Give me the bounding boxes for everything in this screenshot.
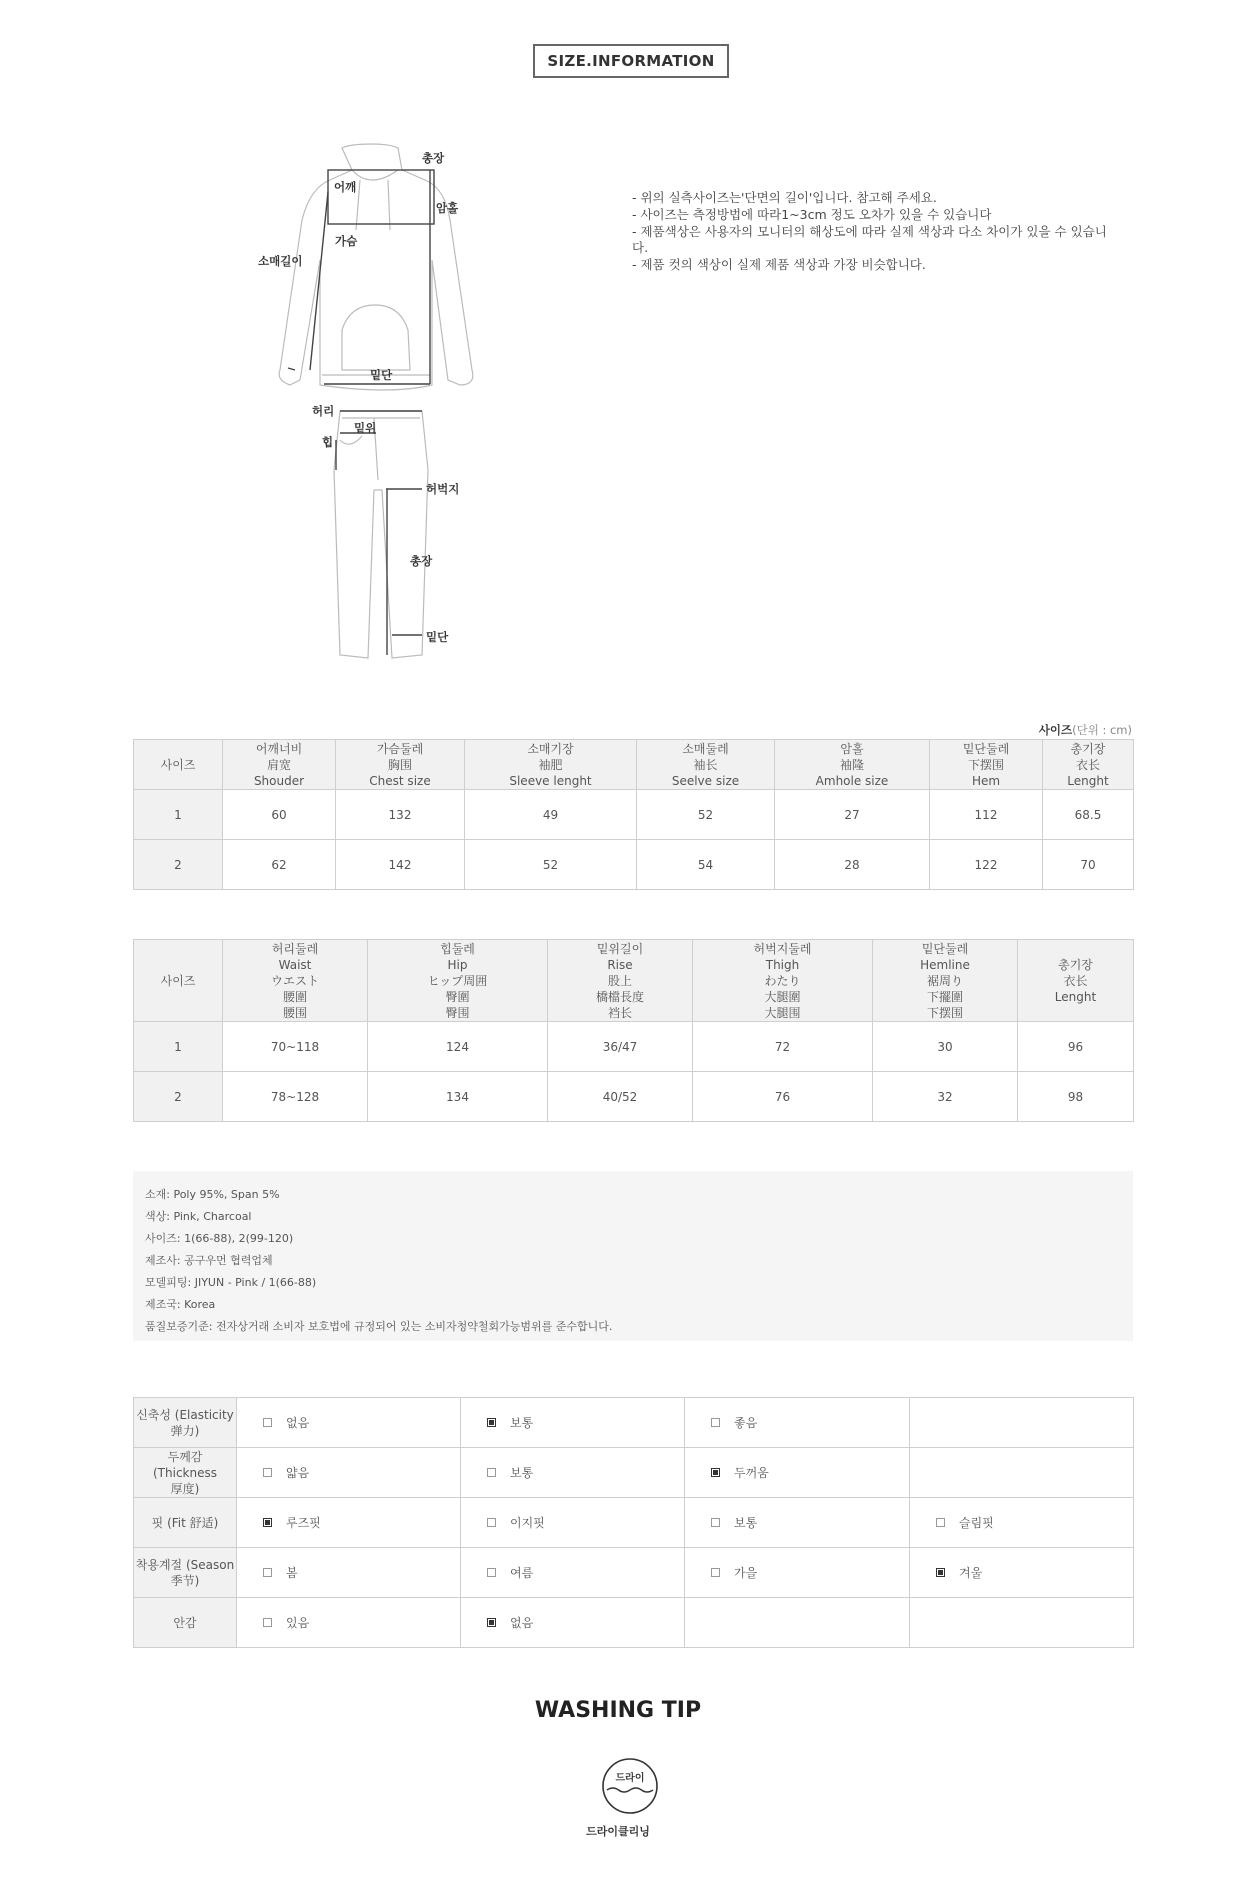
property-option-cell [461,1598,685,1648]
column-header: 밑위길이 Rise 股上 橋檔長度 裆长 [548,940,693,1022]
option-label: 봄 [286,1566,298,1580]
property-option-cell [461,1498,685,1548]
option-label: 없음 [286,1416,310,1430]
property-label [134,1548,237,1598]
unchecked-box-icon [263,1568,272,1577]
label-shoulder: 어깨 [334,180,357,194]
property-option-cell [685,1548,910,1598]
property-label-line: 季节) [170,1573,200,1588]
note-line: - 제품색상은 사용자의 모니터의 해상도에 따라 실제 색상과 다소 차이가 있을 수 있습니다. [632,224,1107,255]
size-notes [632,190,1112,274]
column-header: 가슴둘레 胸围 Chest size [336,740,465,790]
note-line: - 사이즈는 측정방법에 따라1~3cm 정도 오차가 있을 수 있습니다 [632,207,992,222]
option-label: 루즈핏 [286,1516,321,1530]
label-top-length: 총장 [422,151,445,165]
product-info-box [133,1171,1133,1341]
column-header: 소매둘레 袖长 Seelve size [637,740,775,790]
label-hem: 밑단 [370,368,393,382]
dry-clean-icon [601,1757,659,1815]
option-label: 좋음 [734,1416,758,1430]
info-line: 소재: Poly 95%, Span 5% [145,1188,280,1201]
size-information-title: SIZE.INFORMATION [533,44,729,78]
option-label: 두꺼움 [734,1466,769,1480]
unchecked-box-icon [487,1568,496,1577]
unchecked-box-icon [711,1418,720,1427]
unchecked-box-icon [711,1568,720,1577]
table-row: 2 78~128 134 40/52 76 32 98 [134,1072,1134,1122]
property-option-cell [237,1448,461,1498]
property-row [134,1398,1134,1448]
property-label [134,1398,237,1448]
dry-icon-text: 드라이 [615,1773,645,1784]
option-label: 보통 [510,1416,534,1430]
label-pants-length: 총장 [410,554,433,568]
corner-cell: 사이즈 [134,940,223,1022]
info-line: 제조국: Korea [145,1298,216,1311]
hoodie-measure-lines [288,170,434,384]
info-line: 제조사: 공구우먼 협력업체 [145,1254,273,1267]
column-header: 밑단둘레 Hemline 裾周り 下擺圍 下摆围 [873,940,1018,1022]
option-label: 겨울 [959,1566,983,1580]
property-label-line: 핏 (Fit 舒适) [151,1515,219,1530]
checked-box-icon [936,1568,945,1577]
property-label-line: 착용계절 (Season [135,1557,235,1572]
info-line: 색상: Pink, Charcoal [145,1210,252,1223]
column-header: 허리둘레 Waist ウエスト 腰圍 腰围 [223,940,368,1022]
label-waist: 허리 [312,404,335,418]
property-option-cell [910,1548,1134,1598]
option-label: 가을 [734,1566,758,1580]
dry-clean-label: 드라이클리닝 [586,1825,650,1838]
info-line: 품질보증기준: 전자상거래 소비자 보호법에 규정되어 있는 소비자청약철회가능범위를 준수합니다. [145,1320,613,1333]
table-row: 1 70~118 124 36/47 72 30 96 [134,1022,1134,1072]
column-header: 어깨너비 肩宽 Shouder [223,740,336,790]
property-row [134,1498,1134,1548]
property-label [134,1448,237,1498]
bottom-size-table [133,939,1134,1122]
table-header-row [134,940,1134,1022]
column-header: 힙둘레 Hip ヒップ周囲 臀圍 臀围 [368,940,548,1022]
checked-box-icon [487,1618,496,1627]
property-row [134,1448,1134,1498]
measurement-diagram [250,140,510,670]
pants-measure-lines [336,411,422,655]
option-label: 슬림핏 [959,1516,994,1530]
property-label-line: 두께감 (Thickness [153,1449,217,1480]
option-label: 보통 [510,1466,534,1480]
table-header-row [134,740,1134,790]
label-thigh: 허벅지 [426,482,460,496]
property-option-cell [910,1598,1134,1648]
unit-detail: (단위 : cm) [1072,723,1132,737]
label-rise: 밑위 [354,421,377,435]
note-line: - 제품 컷의 색상이 실제 제품 색상과 가장 비슷합니다. [632,257,926,272]
property-label [134,1498,237,1548]
column-header: 허벅지둘레 Thigh わたり 大腿圍 大腿围 [693,940,873,1022]
column-header: 총기장 衣长 Lenght [1018,940,1134,1022]
label-sleeve: 소매길이 [258,254,303,268]
property-option-cell [237,1598,461,1648]
column-header: 밑단둘레 下摆围 Hem [930,740,1043,790]
washing-tip-title: WASHING TIP [534,1698,702,1723]
label-pants-hem: 밑단 [426,630,449,644]
option-label: 얇음 [286,1466,310,1480]
property-option-cell [461,1448,685,1498]
fabric-properties-table [133,1397,1134,1648]
property-label-line: 신축성 (Elasticity [136,1407,234,1422]
property-option-cell [910,1498,1134,1548]
column-header: 소매기장 袖肥 Sleeve lenght [465,740,637,790]
property-option-cell [237,1398,461,1448]
top-size-table [133,739,1134,890]
unchecked-box-icon [487,1518,496,1527]
unchecked-box-icon [263,1468,272,1477]
label-armhole: 암홀 [436,201,459,215]
checked-box-icon [263,1518,272,1527]
property-label-line: 厚度) [170,1481,200,1496]
corner-cell: 사이즈 [134,740,223,790]
property-option-cell [461,1398,685,1448]
checked-box-icon [487,1418,496,1427]
property-option-cell [237,1548,461,1598]
unchecked-box-icon [263,1418,272,1427]
property-label-line: 안감 [173,1615,197,1630]
unchecked-box-icon [263,1618,272,1627]
info-line: 모델피팅: JIYUN - Pink / 1(66-88) [145,1276,317,1289]
unchecked-box-icon [711,1518,720,1527]
option-label: 보통 [734,1516,758,1530]
property-option-cell [685,1448,910,1498]
column-header: 암홀 袖隆 Amhole size [775,740,930,790]
property-option-cell [685,1398,910,1448]
property-option-cell [910,1398,1134,1448]
unchecked-box-icon [487,1468,496,1477]
table-row: 2 62 142 52 54 28 122 70 [134,840,1134,890]
column-header: 총기장 衣长 Lenght [1043,740,1134,790]
option-label: 있음 [286,1616,310,1630]
option-label: 여름 [510,1566,534,1580]
property-row [134,1598,1134,1648]
unchecked-box-icon [936,1518,945,1527]
property-row [134,1548,1134,1598]
property-option-cell [910,1448,1134,1498]
label-hip: 힙 [322,435,334,449]
label-chest: 가슴 [335,234,358,248]
property-option-cell [461,1548,685,1598]
checked-box-icon [711,1468,720,1477]
garment-illustration [250,140,510,670]
property-label-line: 弹力) [170,1423,200,1438]
info-line: 사이즈: 1(66-88), 2(99-120) [145,1232,294,1245]
note-line: - 위의 실측사이즈는'단면의 길이'입니다. 참고해 주세요. [632,190,937,205]
option-label: 없음 [510,1616,534,1630]
property-option-cell [685,1598,910,1648]
unit-label [1000,722,1132,738]
property-option-cell [685,1498,910,1548]
property-option-cell [237,1498,461,1548]
table-row: 1 60 132 49 52 27 112 68.5 [134,790,1134,840]
property-label [134,1598,237,1648]
hoodie-outline [279,144,473,390]
option-label: 이지핏 [510,1516,545,1530]
pants-outline [334,411,428,658]
unit-size-label: 사이즈 [1038,723,1073,737]
